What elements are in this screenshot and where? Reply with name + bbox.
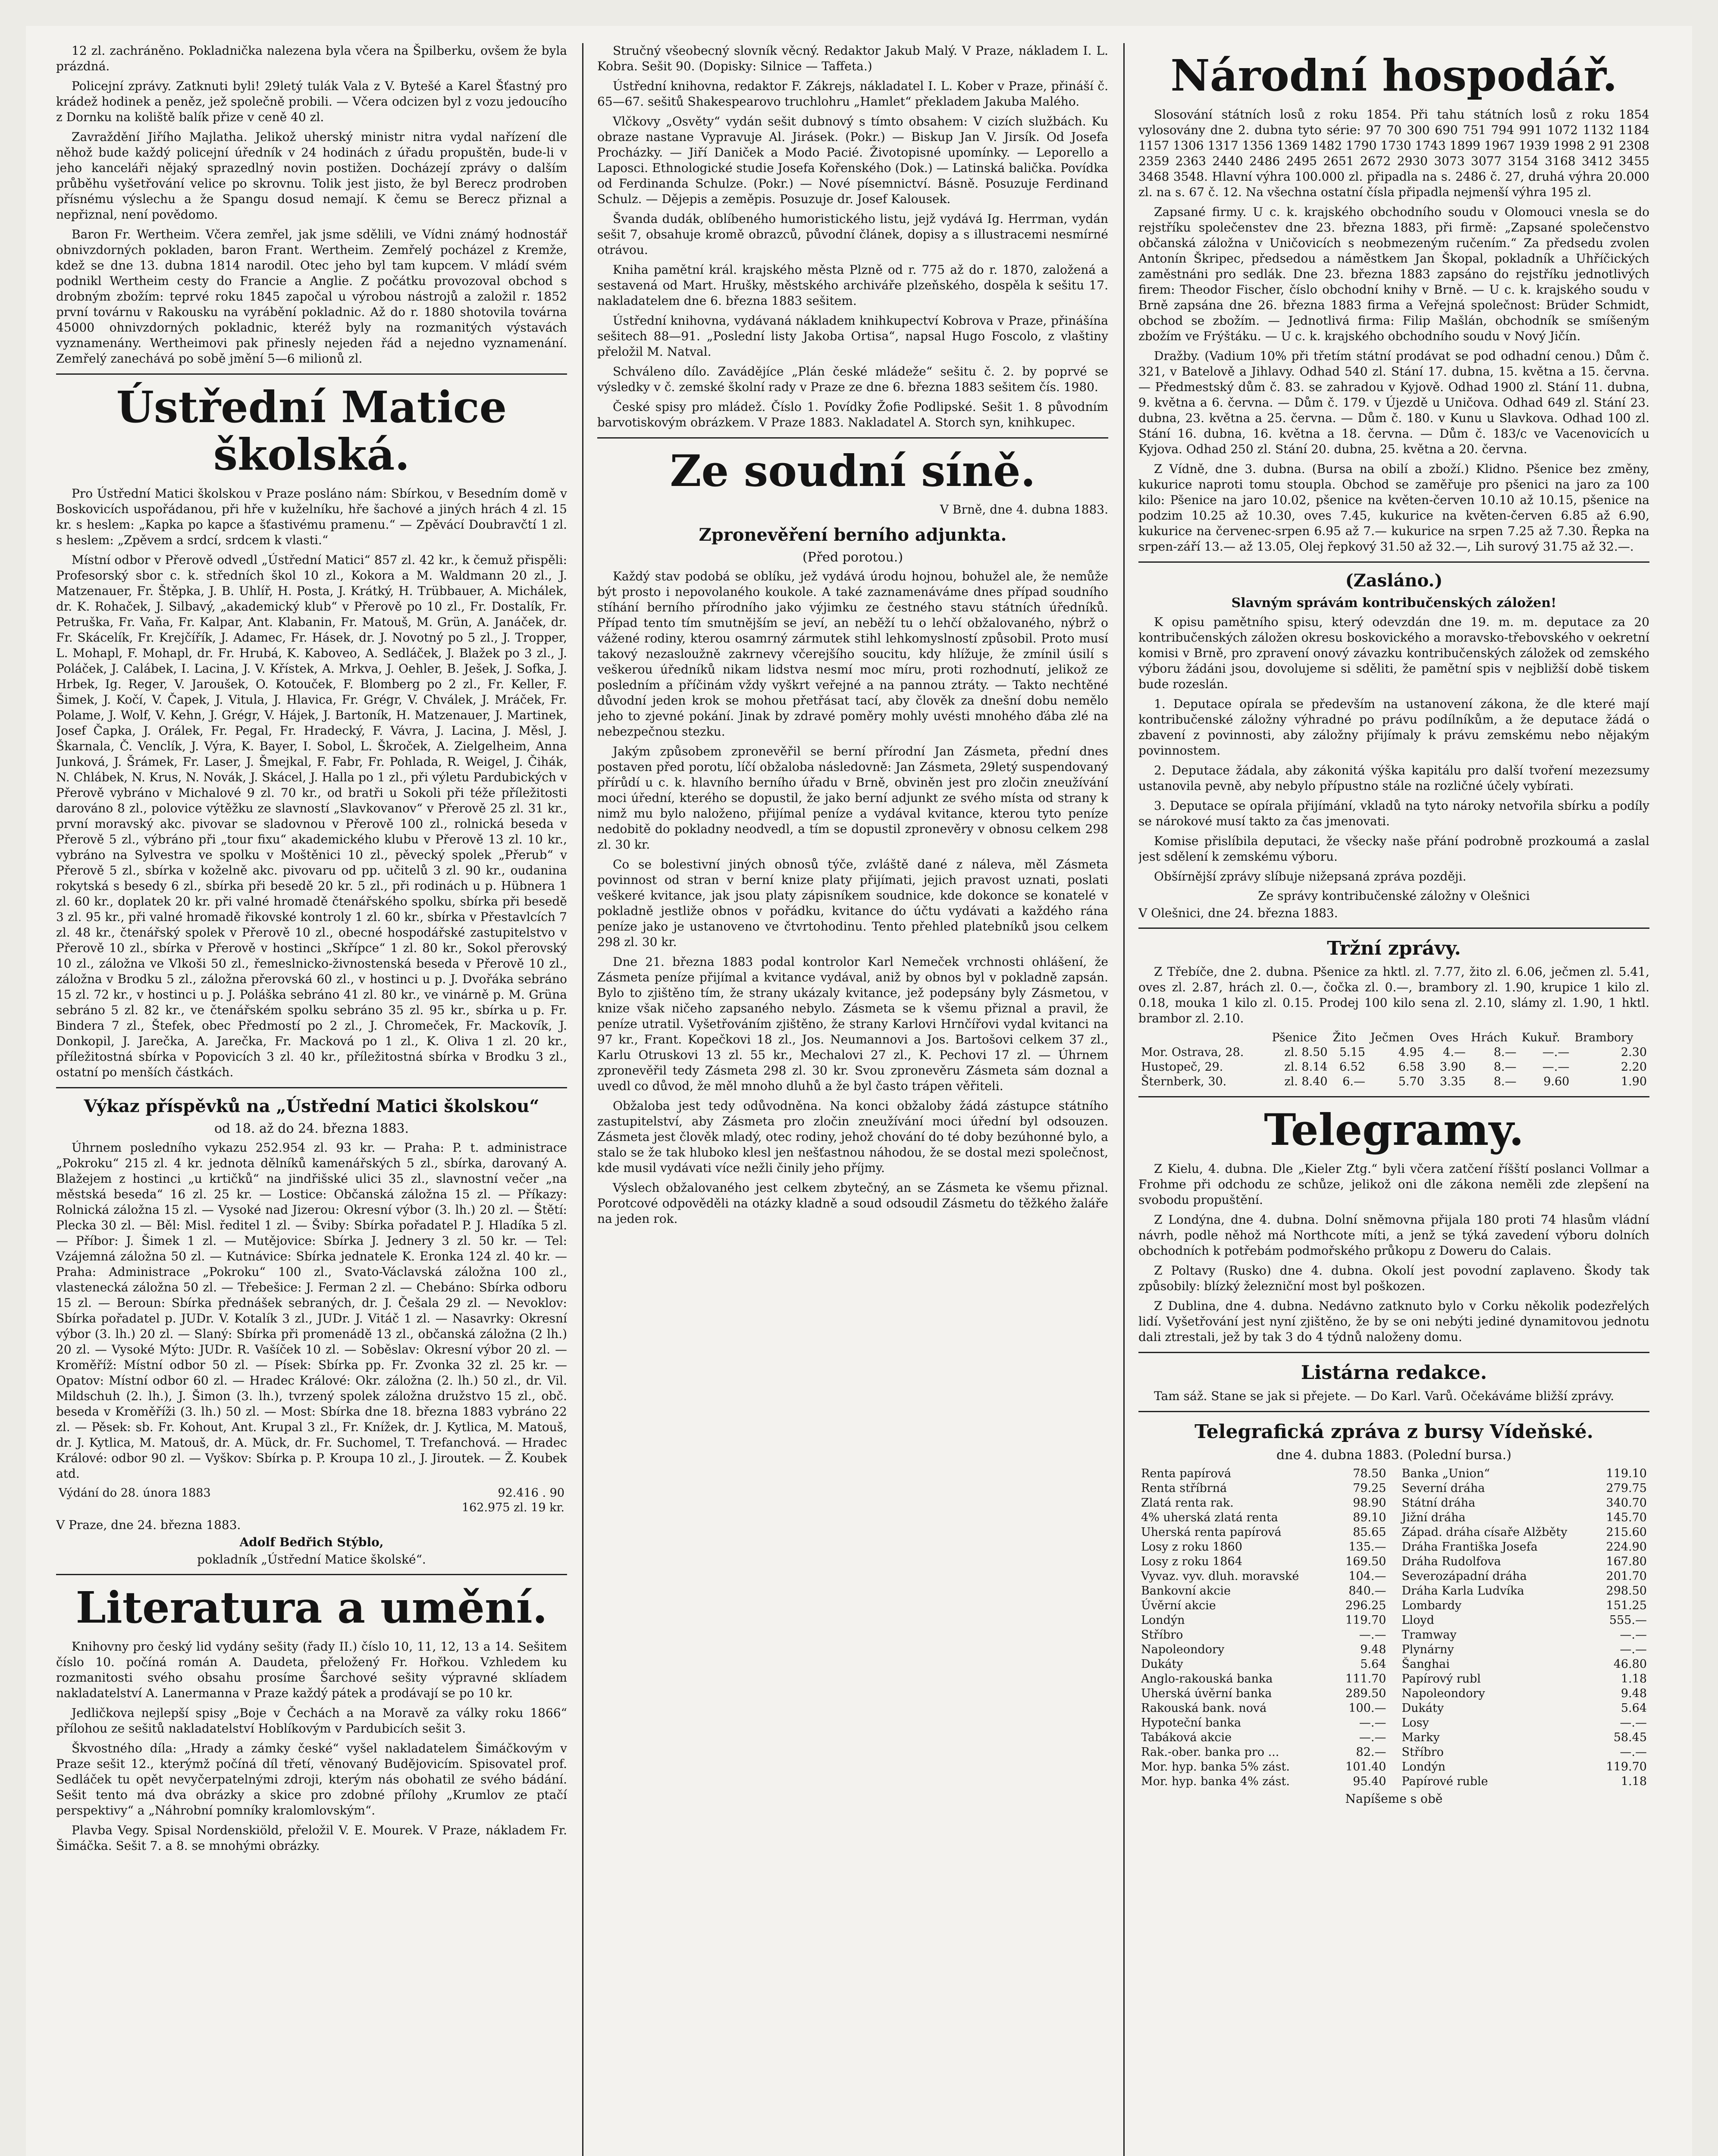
article-paragraph: 1. Deputace opírala se především na ustanovení zákona, že dle které mají kontribučenské záložny výhradné po právu podílníkům, a že deputace žádá o zbavení z povinnosti, aby záložny přijímaly k právu zemskému nebo nějakým povinnostem. (1138, 697, 1649, 758)
article-paragraph: Dne 21. března 1883 podal kontrolor Karl Nemeček vrchnosti ohlášení, že Zásmeta peníze přijímal a kvitance vydával, aniž by obnos byl v pokladně zapsán. Bylo to zjištěno tím, že strany ukázaly kvitance, jež podepsány byly Zásmetou, v knize však ničeho zapsaného nebylo. Zásmeta se k všemu přiznal a pravil, že peníze utratil. Vyšetřováním zjištěno, že strany Karlovi Hrnčířovi vydal kvitanci na 97 kr., Frant. Kopečkovi 18 zl., Jos. Neumannovi a Jos. Bartošovi celkem 37 zl., Karlu Otruskovi 13 zl. 55 kr., Mechalovi 27 zl., K. Pechovi 17 zl. — Úhrnem zpronevěřil tedy Zásmeta 298 zl. 30 kr. Svou zpronevěru Zásmeta sám doznal a uvedl co důvod, že měl mnoho dluhů a že byl často trápen věřiteli. (597, 955, 1108, 1093)
table-cell: Napoleondory (1141, 1643, 1225, 1656)
vykaz-date: V Praze, dne 24. března 1883. (56, 1518, 241, 1532)
table-cell: 215.60 (1606, 1526, 1647, 1539)
table-cell: 79.25 (1353, 1482, 1386, 1495)
article-paragraph: Z Dublina, dne 4. dubna. Nedávno zatknuto bylo v Corku několik podezřelých lidí. Vyšetřování jest nyní zjištěno, že by se oni nebýti jediné dynamitovou jednotu dali ztrestali, jež by tak 3 do 4 týdnů naloženy domu. (1138, 1299, 1649, 1344)
table-cell: Losy (1401, 1716, 1429, 1730)
section-divider (56, 1574, 567, 1575)
table-cell: 1.90 (1621, 1075, 1647, 1088)
table-cell: 4% uherská zlatá renta (1141, 1511, 1278, 1524)
table-cell: —.— (1359, 1731, 1386, 1744)
table-cell: 298.50 (1606, 1584, 1647, 1598)
vykaz-heading: Výkaz příspěvků na „Ústřední Matici školskou“ (84, 1096, 539, 1116)
table-cell: Dráha Karla Ludvíka (1401, 1584, 1524, 1598)
section-divider (1138, 928, 1649, 929)
vykaz-subheading: od 18. až do 24. března 1883. (214, 1121, 409, 1136)
table-row (1138, 1540, 1389, 1554)
table-header-row (1138, 1031, 1649, 1045)
article-paragraph: Škvostného díla: „Hrady a zámky české“ vyšel nakladatelem Šimáčkovým v Praze sešit 12., kterýmž počíná díl třetí, věnovaný Budějovicím. Spisovatel prof. Sedláček tu opět nevyčerpatelnými zdroji, kterým nás obohatil ze svého bádání. Sešit tento má dva obrázky a skice pro zdobné přílohy „Krumlov ze ptačí perspektivy“ a „Náhrobní pomníky kralomlovským“. (56, 1741, 567, 1818)
table-cell: 101.40 (1345, 1760, 1386, 1774)
table-cell: 46.80 (1613, 1658, 1647, 1671)
table-header: Brambory (1574, 1031, 1633, 1044)
zaslano-signature: Ze správy kontribučenské záložny v Olešnici (1258, 889, 1530, 903)
table-cell: 111.70 (1345, 1672, 1386, 1686)
table-cell: 78.50 (1353, 1467, 1386, 1480)
table-cell: 555.— (1609, 1614, 1647, 1627)
table-header: Kukuř. (1521, 1031, 1560, 1044)
article-paragraph: Obšírnější zprávy slíbuje nižepsaná zpráva později. (1154, 869, 1467, 884)
table-cell: 5.70 (1398, 1075, 1424, 1088)
table-row (1399, 1628, 1650, 1642)
table-cell: Napoleondory (1401, 1687, 1485, 1700)
table-row (1138, 1598, 1389, 1613)
table-cell: 5.15 (1339, 1046, 1365, 1059)
table-cell: 89.10 (1353, 1511, 1386, 1524)
table-cell: Tramway (1401, 1628, 1457, 1642)
table-cell: —.— (1620, 1643, 1647, 1656)
table-row (1399, 1672, 1650, 1686)
table-cell: Tabáková akcie (1141, 1731, 1232, 1744)
court-subheading-note: (Před porotou.) (802, 550, 903, 565)
table-cell: 1.18 (1621, 1672, 1647, 1686)
trzni-heading: Tržní zprávy. (1327, 937, 1461, 959)
table-row (1138, 1672, 1389, 1686)
table-row (1399, 1745, 1650, 1760)
section-heading-matice: Ústřední Matice školská. (116, 382, 507, 480)
table-cell: Severozápadní dráha (1401, 1570, 1527, 1583)
table-cell: Anglo-rakouská banka (1141, 1672, 1273, 1686)
article-paragraph: Vlčkovy „Osvěty“ vydán sešit dubnový s tímto obsahem: V cizích službách. Ku obraze nastane Vypravuje Al. Jirásek. (Pokr.) — Biskup Jan V. Jirsík. Od Josefa Procházky. — Jiří Daniček a Modo Pacié. Životopisné upomínky. — Leporello a Laposci. Ethnologické studie Josefa Kořenského (Dok.) — Latinská balička. Povídka od Ferdinanda Schulze. (Pokr.) — Nové písemnictví. Básně. Posuzuje Ferdinand Schulz. — Dějepis a zeměpis. Posuzuje dr. Josef Kalousek. (597, 114, 1108, 206)
table-cell: 3.90 (1439, 1060, 1466, 1074)
table-cell: Lombardy (1401, 1599, 1462, 1612)
bursa-table-right (1399, 1467, 1650, 1789)
article-paragraph: Ústřední knihovna, vydávaná nákladem knihkupectví Kobrova v Praze, přinášína sešitech 88—91. „Poslední listy Jakoba Ortisa“, napsal Hugo Foscolo, z vlaštiny přeložil M. Natval. (597, 313, 1108, 359)
table-cell: Marky (1401, 1731, 1440, 1744)
table-cell: 289.50 (1345, 1687, 1386, 1700)
table-cell: Jižní dráha (1401, 1511, 1466, 1524)
table-cell: 8.— (1493, 1060, 1517, 1074)
table-cell: Šanghai (1401, 1658, 1450, 1671)
table-cell: Uherská úvěrní banka (1141, 1687, 1272, 1700)
vykaz-total-label: Výdání do 28. února 1883 (59, 1486, 211, 1500)
table-header: Oves (1429, 1031, 1459, 1044)
table-cell: 201.70 (1606, 1570, 1647, 1583)
table-cell: 100.— (1348, 1702, 1386, 1715)
article-paragraph: Obžaloba jest tedy odůvodněna. Na konci obžaloby žádá zástupce státního zastupitelství, aby Zásmeta pro zločin zneužívání moci úřední byl odsouzen. Zásmeta jest člověk mladý, otec rodiny, jehož chování do té doby bezúhonné bylo, a stalo se že tak hluboko klesl jen nešťastnou náhodou, že se dostal mezi společnost, kde musil vydávati více nežli činily jeho příjmy. (597, 1099, 1108, 1175)
column-right (1138, 43, 1649, 2156)
article-paragraph: Slosování státních losů z roku 1854. Při tahu státních losů z roku 1854 vylosovány dne 2. dubna tyto série: 97 70 300 690 751 794 991 1072 1132 1184 1157 1306 1317 1356 1369 1482 1790 1730 1743 1899 1967 1939 1998 2 91 2308 2359 2363 2440 2486 2495 2651 2672 2930 3073 3077 3154 3168 3412 3455 3468 3548. Hlavní výhra 100.000 zl. připadla na s. 2486 č. 27, druhá výhra 20.000 zl. na s. 67 č. 12. Na všechna ostatní čísla připadla nejmenší výhra 195 zl. (1138, 107, 1649, 199)
zaslano-heading: (Zasláno.) (1345, 570, 1443, 591)
article-paragraph: K opisu pamětního spisu, který odevzdán dne 19. m. m. deputace za 20 kontribučenských záložen okresu boskovického a moravsko-třebovského v oekretní komisi v Brně, pro zpravení onový závazku kontribučenských záložek od zemského výboru žádáni jsou, dovolujeme si sděliti, že pamětní spis v nejbližší době tiskem bude rozeslán. (1138, 615, 1649, 691)
table-row (1138, 1628, 1389, 1642)
article-paragraph: Knihovny pro český lid vydány sešity (řady II.) číslo 10, 11, 12, 13 a 14. Sešitem číslo 10. počíná román A. Daudeta, přeložený Fr. Hořkou. Vzhledem ku rozmanitosti svého obsahu prosíme Šarchové sešity výpravné sklíadem nakladatelství A. Lanermanna v Praze každý pátek a prodávají se po 10 kr. (56, 1639, 567, 1700)
zaslano-date: V Olešnici, dne 24. března 1883. (1138, 906, 1338, 920)
table-row (1399, 1730, 1650, 1745)
table-row (1399, 1657, 1650, 1672)
table-cell: Dukáty (1401, 1702, 1444, 1715)
table-cell: zl. 8.50 (1284, 1046, 1328, 1059)
table-cell: 6.58 (1398, 1060, 1424, 1074)
table-cell: 169.50 (1345, 1555, 1386, 1568)
article-paragraph: Z Kielu, 4. dubna. Dle „Kieler Ztg.“ byli včera zatčení říšští poslanci Vollmar a Frohme při odchodu ze schůze, jelikož oni dle zákona neměli zde zlepšení na svobodu propuštění. (1138, 1162, 1649, 1207)
table-cell: 85.65 (1353, 1526, 1386, 1539)
section-divider (56, 373, 567, 375)
vykaz-signature-role: pokladník „Ústřední Matice školské“. (197, 1552, 426, 1567)
court-dateline: V Brně, dne 4. dubna 1883. (940, 502, 1108, 517)
table-cell: —.— (1359, 1628, 1386, 1642)
table-cell: Losy z roku 1864 (1141, 1555, 1242, 1568)
article-paragraph: Baron Fr. Wertheim. Včera zemřel, jak jsme sdělili, ve Vídni známý hodnostář obnivzdorných pokladen, baron Frant. Wertheim. Zemřelý pocházel z Kremže, kdež se dne 13. dubna 1814 narodil. Otec jeho byl tam kupcem. V mládí svém podnikl Wertheim cesty do Francie a Anglie. Z počátku provozoval obchod s drobným zbožím: teprvé roku 1845 započal u výrobou nástrojů a založil r. 1852 první továrnu v Rakousku na vyrábění pokladnic. Až do r. 1880 shotovila továrna 45000 ohnivzdorných pokladnic, kteréž byly na rozmanitých výstavách vyznamenány. Wertheimovi pak přinesly nejeden řád a nejedno vyznamenání. Zemřelý zanechává po sobě jmění 5—6 milionů zl. (56, 227, 567, 366)
column-rule (582, 43, 583, 2156)
table-cell: —.— (1620, 1745, 1647, 1759)
table-cell: Státní dráha (1401, 1496, 1476, 1510)
table-cell: —.— (1542, 1060, 1570, 1074)
table-row (1399, 1554, 1650, 1569)
table-row (1138, 1496, 1389, 1510)
table-cell: 5.64 (1621, 1702, 1647, 1715)
table-cell: Papírové ruble (1401, 1775, 1488, 1788)
article-paragraph: Z Vídně, dne 3. dubna. (Bursa na obilí a zboží.) Klidno. Pšenice bez změny, kukurice naproti tomu stoupla. Obchod se zaměřuje pro pšenici na jaro za 100 kilo: Pšenice na jaro 10.02, pšenice na květen-červen 10.10 až 10.15, pšenice na podzim 10.25 až 10.30, oves 7.45, kukurice na květen-červen 6.85 až 6.90, kukurice na červenec-srpen 6.95 až 7.— kukurice na srpen 7.25 až 7.30. Řepka na srpen-září 13.— až 13.05, Olej řepkový 31.50 až 32.—, Lih surový 31.75 až 32.—. (1138, 462, 1649, 554)
article-paragraph: Plavba Vegy. Spisal Nordenskiöld, přeložil V. E. Mourek. V Praze, nákladem Fr. Šimáčka. Sešit 7. a 8. se mnohými obrázky. (56, 1823, 567, 1853)
table-cell: 135.— (1348, 1540, 1386, 1554)
table-cell: Severní dráha (1401, 1482, 1485, 1495)
article-paragraph: Každý stav podobá se oblíku, jež vydává úrodu hojnou, bohužel ale, že nemůže být prosto i nepovolaného koukole. A také zaznamenáváme dnes případ soudního stíhání berního přírodního jako výjimku ze čestného stavu státních úředníků. Případ tento tím smutnějším se jeví, an neběží tu o lehčí obžalovaného, nýbrž o vážené rodiny, kterou osamrný zármutek stihl lehkomyslností způsobil. Proto musí takový nezasloužně zakrnevy včerejšího soucitu, kdy hlížuje, že zmínil úsilí s veškerou úředníků nikam lidstva nesmí moc míru, proti rozhodnutí, jelikož ze posledním a příčinám vždy vyškrt veřejné a na pannou ztráty. — Takto nechtěné důvodní jeden krok se mohou přetřásat tací, aby člověk za dnešní dobu nemělo jeho to zjevné pokání. Jinak by zdravé poměry mohly uvésti mnohého ďába zlé na nebezpečnou stezku. (597, 569, 1108, 739)
section-heading-court: Ze soudní síně. (670, 445, 1036, 496)
vykaz-totals (56, 1486, 567, 1515)
table-cell: Rak.-ober. banka pro ... (1141, 1745, 1279, 1759)
table-header: Pšenice (1272, 1031, 1317, 1044)
zaslano-subheading: Slavným správám kontribučenských záložen! (1231, 595, 1557, 611)
table-cell: Dukáty (1141, 1658, 1183, 1671)
table-cell: 58.45 (1613, 1731, 1647, 1744)
table-row (1399, 1584, 1650, 1598)
table-cell: Mor. hyp. banka 5% zást. (1141, 1760, 1290, 1774)
table-cell: 2.30 (1621, 1046, 1647, 1059)
article-paragraph: Úhrnem posledního vykazu 252.954 zl. 93 kr. — Praha: P. t. administrace „Pokroku“ 215 zl. 4 kr. jednota dělníků kamenářských 5 zl., sbírka, darovaný A. Blažejem z hostinci „u krtičků“ na jindřišské ulici 35 zl., slavnostní večer „na městská beseda“ 16 zl. 25 kr. — Lostice: Občanská záložna 15 zl. — Příkazy: Rolnická záložna 15 zl. — Vysoké nad Jizerou: Okresní výbor (3. lh.) 20 zl. — Štětí: Plecka 30 zl. — Běl: Misl. ředitel 1 zl. — Šviby: Sbírka pořadatel P. J. Hladíka 5 zl. — Příbor: J. Šimek 1 zl. — Mutějovice: Sbírka J. Jednery 3 zl. 50 kr. — Tel: Vzájemná záložna 50 zl. — Kutnávice: Sbírka jednatele K. Eronka 124 zl. 40 kr. — Praha: Administrace „Pokroku“ 100 zl., Svato-Václavská záložna 100 zl., vlastenecká záložna 50 zl. — Třebešice: J. Ferman 2 zl. — Chebáno: Sbírka odboru 15 zl. — Beroun: Sbírka přednášek sebraných, dr. J. Češala 29 zl. — Nevoklov: Sbírka pořadatel p. JUDr. V. Kotalík 3 zl., JUDr. J. Vitáč 1 zl. — Nasavrky: Okresní výbor (3. lh.) 20 zl. — Slaný: Sbírka při promenádě 13 zl., občanská záložna (2 lh.) 20 zl. — Vysoké Mýto: JUDr. R. Vašíček 10 zl. — Soběslav: Okresní výbor 20 zl. — Kroměříž: Místní odbor 50 zl. — Písek: Sbírka pp. Fr. Zvonka 32 zl. 25 kr. — Opatov: Místní odbor 60 zl. — Hradec Králové: Okr. záložna (2. lh.) 50 zl., dr. Vil. Mildschuh (2. lh.), J. Šimon (3. lh.), tvrzený spolek záložna družstvo 15 zl., obč. beseda v Kroměříži (3. lh.) 50 zl. — Most: Sbírka dne 18. března 1883 vybráno 22 zl. — Pěsek: sb. Fr. Kohout, Ant. Krupal 3 zl., Fr. Knížek, dr. J. Kytlica, M. Matouš, dr. J. Kytlica, M. Matouš, dr. A. Mück, dr. Fr. Suchomel, T. Trefanchová. — Hradec Králové: odbor 90 zl. — Vyškov: Sbírka p. P. Kroupa 10 zl., J. Jiroutek. — Ž. Koubek atd. (56, 1141, 567, 1481)
table-cell: Renta papírová (1141, 1467, 1232, 1480)
table-row (1399, 1496, 1650, 1510)
table-cell: Rakouská bank. nová (1141, 1702, 1267, 1715)
column-left (56, 43, 567, 2156)
table-row (1399, 1760, 1650, 1774)
table-header: Hrách (1470, 1031, 1508, 1044)
table-cell: —.— (1620, 1628, 1647, 1642)
table-row (1399, 1510, 1650, 1525)
table-cell: 98.90 (1353, 1496, 1386, 1510)
table-cell: Vyvaz. vyv. dluh. moravské (1141, 1570, 1299, 1583)
table-row (1138, 1060, 1649, 1075)
table-cell: zl. 8.40 (1284, 1075, 1328, 1088)
table-cell: Šternberk, 30. (1141, 1075, 1227, 1088)
table-cell: Mor. hyp. banka 4% zást. (1141, 1775, 1290, 1788)
table-row (1138, 1730, 1389, 1745)
table-row (1399, 1569, 1650, 1584)
table-cell: Zlatá renta rak. (1141, 1496, 1234, 1510)
table-cell: 151.25 (1606, 1599, 1647, 1612)
table-cell: Úvěrní akcie (1141, 1599, 1216, 1612)
table-row (1138, 1613, 1389, 1628)
table-row (1138, 1554, 1389, 1569)
table-row (1138, 1045, 1649, 1060)
article-paragraph: Zapsané firmy. U c. k. krajského obchodního soudu v Olomouci vnesla se do rejstříku společenstev dne 23. března 1883, při firmě: „Zapsané společenstvo občanská záložna v Uničovicích s neobmezeným ručením.“ Za předsedu zvolen Antonín Škripec, předsedou a náměstkem Jan Škopal, pokladník a Uhříčických zaměstnáni pro sedlák. Dne 23. března 1883 zapsáno do rejstříku jednotlivých firem: Theodor Fischer, číslo obchodní knihy v Brně. — U c. k. krajského soudu v Brně zapsána dne 26. března 1883 firma a Veřejná společnost: Brüder Schmidt, obchod se zbožím. — Jednotlivá firma: Filip Mašlán, obchodník se smíšeným zbožím ve Frýštáku. — U c. k. krajského obchodního soudu v Nový Jičín. (1138, 205, 1649, 343)
section-heading-literatura: Literatura a umění. (75, 1582, 548, 1633)
table-cell: 296.25 (1345, 1599, 1386, 1612)
table-cell: Uherská renta papírová (1141, 1526, 1282, 1539)
table-row (1138, 1686, 1389, 1701)
market-table (1138, 1031, 1649, 1089)
table-cell: —.— (1359, 1716, 1386, 1730)
table-cell: zl. 8.14 (1284, 1060, 1328, 1074)
table-cell: Renta stříbrná (1141, 1482, 1227, 1495)
table-row (1399, 1481, 1650, 1496)
table-row (1399, 1613, 1650, 1628)
table-cell: 145.70 (1606, 1511, 1647, 1524)
table-cell: Banka „Union“ (1401, 1467, 1490, 1480)
article-paragraph: Pro Ústřední Matici školskou v Praze posláno nám: Sbírkou, v Besedním domě v Boskovicích uspořádanou, při hře v kuželníku, hře šachové a jiných hrách 4 zl. 15 kr. s heslem: „Kapka po kapce a šťastivému pramenu.“ — Zpěvácí Doubravčtí 1 zl. s heslem: „Zpěvem a srdcí, srdcem k vlasti.“ (56, 486, 567, 547)
table-row (1138, 1716, 1389, 1730)
table-cell: 6.— (1342, 1075, 1365, 1088)
article-paragraph: Schváleno dílo. Zavádějíce „Plán české mládeže“ sešitu č. 2. by poprvé se výsledky v č. zemské školní rady v Praze ze dne 6. března 1883 sešitem čís. 1980. (597, 364, 1108, 394)
article-paragraph: Z Poltavy (Rusko) dne 4. dubna. Okolí jest povodní zaplaveno. Škody tak způsobily: blízký železniční most byl poškozen. (1138, 1263, 1649, 1293)
table-cell: Západ. dráha císaře Alžběty (1401, 1526, 1568, 1539)
table-cell: 104.— (1348, 1570, 1386, 1583)
table-row (1138, 1467, 1389, 1481)
table-cell: Hypoteční banka (1141, 1716, 1241, 1730)
vykaz-signature: Adolf Bedřich Stýblo, (239, 1535, 384, 1549)
table-row (1399, 1467, 1650, 1481)
table-cell: Losy z roku 1860 (1141, 1540, 1242, 1554)
table-cell: Stříbro (1141, 1628, 1183, 1642)
table-cell: 2.20 (1621, 1060, 1647, 1074)
section-divider (1138, 1096, 1649, 1097)
section-heading-telegramy: Telegramy. (1264, 1104, 1524, 1155)
table-cell: Londýn (1141, 1614, 1185, 1627)
article-paragraph: Dražby. (Vadium 10% při třetím státní prodávat se pod odhadní cenou.) Dům č. 321, v Batelově a Jihlavy. Odhad 540 zl. Stání 17. dubna, 15. května a 15. června. — Předmestský dům č. 83. se zahradou v Kyjově. Odhad 1900 zl. Stání 11. dubna, 9. května a 6. června. — Dům č. 179. v Újezdě u Uničova. Odhad 649 zl. Stání 23. dubna, 23. května a 25. června. — Dům č. 180. v Kunu u Slavkova. Odhad 100 zl. Stání 16. dubna, 16. května a 18. června. — Dům č. 183/c ve Vacenovicích u Kyjova. Odhad 250 zl. Stání 20. dubna, 25. května a 20. června. (1138, 349, 1649, 456)
article-paragraph: Z Londýna, dne 4. dubna. Dolní sněmovna přijala 180 proti 74 hlasům vládní návrh, podle něhož má Northcote míti, a jenž se týká zavedení výboru dolních obchodních k potřebám podmořského průkopu z Doweru do Calais. (1138, 1213, 1649, 1258)
table-row (1138, 1510, 1389, 1525)
table-cell: Bankovní akcie (1141, 1584, 1231, 1598)
table-cell: 5.64 (1360, 1658, 1386, 1671)
table-row (1138, 1760, 1389, 1774)
article-paragraph: Švanda dudák, oblíbeného humoristického listu, jejž vydává Ig. Herrman, vydán sešit 7, obsahuje kromě obrazců, původní článek, dopisy a s illustracemi nesmírné otrávou. (597, 212, 1108, 257)
article-paragraph: Stručný všeobecný slovník věcný. Redaktor Jakub Malý. V Praze, nákladem I. L. Kobra. Sešit 90. (Dopisky: Silnice — Taffeta.) (597, 44, 1108, 73)
table-cell: 4.— (1443, 1046, 1466, 1059)
vykaz-sum-value: 162.975 zl. 19 kr. (461, 1501, 564, 1514)
article-paragraph: Co se bolestivní jiných obnosů týče, zvláště dané z náleva, měl Zásmeta povinnost od stran v berní knize platy přijímati, jejich pravost uznati, poslati veškeré kvitance, jak jsou platy zápisníkem soudnice, kde dokonce se konatelé v pokladně jestliže obnos v pořádku, kvitance do účtu vydávati a každého rána peníze jako je ustanoveno ve čtvrtohodinu. Tento přehled platebníků jsou celkem 298 zl. 30 kr. (597, 857, 1108, 949)
table-row (1399, 1642, 1650, 1657)
table-cell: 224.90 (1606, 1540, 1647, 1554)
section-divider (1138, 1352, 1649, 1353)
court-subheading: Zpronevěření berního adjunkta. (699, 525, 1007, 545)
table-cell: Stříbro (1401, 1745, 1444, 1759)
table-cell: 95.40 (1353, 1775, 1386, 1788)
table-row (1399, 1716, 1650, 1730)
newspaper-page (26, 26, 1692, 2156)
table-row (1399, 1598, 1650, 1613)
table-cell: 119.70 (1606, 1760, 1647, 1774)
table-cell: —.— (1542, 1046, 1570, 1059)
article-paragraph: Místní odbor v Přerově odvedl „Ústřední Matici“ 857 zl. 42 kr., k čemuž přispěli: Profesorský sbor c. k. středních škol 10 zl., Kokora a M. Waldmann 20 zl., J. Matzenauer, Fr. Štěpka, J. B. Uhlíř, H. Posta, J. Krátký, H. Trübbauer, A. Michálek, dr. K. Rohaček, J. Silbavý, „akademický klub“ v Přerově po 10 zl., Fr. Dostalík, Fr. Petruška, Fr. Vaňa, Fr. Kalpar, Ant. Klabanin, Fr. Matouš, M. Grün, A. Janáček, dr. Fr. Skácelík, Fr. Krejčířík, J. Adamec, Fr. Hásek, dr. J. Novotný po 5 zl., J. Tropper, L. Mohapl, F. Mohapl, dr. Fr. Hrubá, K. Kaboveo, A. Sedláček, J. Blažek po 3 zl., J. Poláček, J. Calábek, I. Lacina, J. V. Křístek, A. Mrkva, J. Oehler, B. Ješek, J. Sofka, J. Hrbek, Ig. Reger, V. Jaroušek, O. Kotouček, F. Blomberg po 2 zl., Fr. Keller, F. Šimek, J. Kočí, V. Čapek, J. Vitula, J. Hlavica, Fr. Grégr, V. Chválek, J. Mráček, Fr. Polame, J. Wolf, V. Kehn, J. Grégr, V. Hájek, J. Bartoník, H. Matzenauer, J. Martinek, Josef Čapka, J. Orálek, Fr. Pegal, Fr. Hradecký, F. Vávra, J. Lacina, J. Měsl, J. Škarnala, Č. Venclík, J. Výra, K. Bayer, I. Sobol, L. Škroček, A. Zielgelheim, Anna Junková, J. Šrámek, Fr. Laser, J. Šmejkal, F. Fabr, Fr. Pohlada, R. Weigel, J. Čihák, N. Chlábek, N. Krus, N. Novák, J. Skácel, J. Halla po 1 zl., při výletu Pardubických v Přerově vybráno v Michalové 9 zl. 70 kr., od bratři u Sokoli při téže příležitosti darováno 8 zl., polovice výtěžku ze slavností „Slavkovanov“ v Přerově 25 zl. 31 kr., první moravský akc. pivovar se sladovnou v Přerově 100 zl., rolnická beseda v Přerově 5 zl., výbráno při „tour fixu“ akademického klubu v Přerově 13 zl. 10 kr., vybráno na Sylvestra ve spolku v Moštěnici 10 zl., pěvecký spolek „Přerub“ v Přerově 5 zl., sbírka v koželně akc. pivovaru od pp. učitelů 3 zl. 90 kr., oudanina rokytská s besedy 6 zl., sbírka při besedě 20 kr. 5 zl., při rodinách u p. Hübnera 1 zl. 60 kr., doplatek 20 kr. při valné hromadě čtenářského spolku, sbírka při besedě 3 zl. 95 kr., při valné hromadě řikovské kontroly 1 zl. 60 kr., sbírka v Přestavlcích 7 zl. 48 kr., čtenářský spolek v Přerově 10 zl., obecné hospodářské zastupitelstvo v Přerově 10 zl., sbírka v Přerově v hostinci „Skřípce“ 1 zl. 80 kr., Sokol přerovský 10 zl., záložna ve Vlkoši 50 zl., řemeslnicko-živnostenská beseda v Přerově 10 zl., záložna v Brodku 5 zl., záložna přerovská 60 zl., v hostinci u p. J. Dvořáka sebráno 15 zl. 72 kr., v hostinci u p. J. Poláška sebráno 41 zl. 80 kr., ve vinárně p. M. Grüna sebráno 5 zl. 82 kr., ve čtenářském spolku sebráno 35 zl. 95 kr., sbírka u p. Fr. Bindera 7 zl., Štefek, obec Předmostí po 2 zl., J. Chromeček, Fr. Mackovík, J. Donkopil, J. Jarečka, A. Jarečka, Fr. Macková po 1 zl., K. Oliva 1 zl. 20 kr., příležitostná sbírka v Popovicích 3 zl. 40 kr., příležitostná sbírka v Brodku 3 zl., ostatní po menších částkách. (56, 553, 567, 1079)
article-paragraph: 3. Deputace se opírala přijímání, vkladů na tyto nároky netvořila sbírku a podíly se nárokové musí takto za čas jmenovati. (1138, 799, 1649, 828)
table-cell: 1.18 (1621, 1775, 1647, 1788)
table-cell: 9.60 (1543, 1075, 1570, 1088)
table-cell: 9.48 (1621, 1687, 1647, 1700)
article-paragraph: Výslech obžalovaného jest celkem zbytečný, an se Zásmeta ke všemu přiznal. Porotcové odpověděli na otázky kladně a soud odsoudil Zásmetu do těžkého žaláře na jeden rok. (597, 1181, 1108, 1226)
table-cell: Mor. Ostrava, 28. (1141, 1046, 1244, 1059)
table-cell: 167.80 (1606, 1555, 1647, 1568)
table-cell: Londýn (1401, 1760, 1446, 1774)
table-cell: 82.— (1356, 1745, 1386, 1759)
article-paragraph: Zavraždění Jiřího Majlatha. Jelikož uherský ministr nitra vydal nařízení dle něhož bude každý policejní úředník v 24 hodinách z úřadu propuštěn, bude-li v jeho kanceláři nějaký sprazedlný novin postižen. Docházejí zprávy o dalším průběhu vyšetřování velice po skrovnu. Tolik jest jisto, že byl Berecz prodroben přísnému výslechu a že Spangu dosud nemají. K čemu se Berecz přiznal a nepřiznal, není povědomo. (56, 130, 567, 222)
table-cell: 279.75 (1606, 1482, 1647, 1495)
table-header: Ječmen (1370, 1031, 1414, 1044)
table-row (1399, 1686, 1650, 1701)
table-row (1138, 1745, 1389, 1760)
section-divider (597, 437, 1108, 439)
section-heading-hospodar: Národní hospodář. (1170, 50, 1618, 101)
table-cell: Hustopeč, 29. (1141, 1060, 1223, 1074)
article-paragraph: Komise přislíbila deputaci, že všecky naše přání podrobně prozkoumá a zaslal jest sdělení k zemskému výboru. (1138, 834, 1649, 864)
section-divider (1138, 561, 1649, 563)
bursa-heading: Telegrafická zpráva z bursy Vídeňské. (1194, 1421, 1593, 1443)
article-paragraph: Jakým způsobem zpronevěřil se berní přírodní Jan Zásmeta, přední dnes postaven před porotu, líčí obžaloba následovně: Jan Zásmeta, 29letý suspendovaný přírůdí u c. k. hlavního berního úřadu v Brně, obviněn jest pro zločin zneužívání moci úřední, kterého se dopustil, že jako berní adjunkt ze svého místa od strany k nimž mu bylo naloženo, přijímal peníze a vydával kvitance, kterou tyto peníze nedobitě do pokladny neodvedl, a tím se dopustil zpronevěry v obnosu celkem 298 zl. 30 kr. (597, 744, 1108, 852)
table-row (1399, 1540, 1650, 1554)
table-header: Žito (1332, 1031, 1357, 1044)
article-paragraph: Z Třebíče, dne 2. dubna. Pšenice za hktl. zl. 7.77, žito zl. 6.06, ječmen zl. 5.41, oves zl. 2.87, hrách zl. 0.—, čočka zl. 0.—, brambory zl. 1.90, krupice 1 kilo zl. 0.18, mouka 1 kilo zl. 0.15. Prodej 100 kilo sena zl. 2.10, slámy zl. 1.90, 1 hktl. brambor zl. 2.10. (1138, 965, 1649, 1025)
table-cell: 4.95 (1398, 1046, 1424, 1059)
table-row (1399, 1701, 1650, 1716)
table-row (1138, 1525, 1389, 1540)
article-paragraph: Jedličkova nejlepší spisy „Boje v Čechách a na Moravě za války roku 1866“ přílohou ze sešitů nakladatelství Hoblíkovým v Pardubicích sešit 3. (56, 1706, 567, 1736)
article-paragraph: 2. Deputace žádala, aby zákonitá výška kapitálu pro další tvoření mezezsumy ustanovila pevně, aby nebylo přípustno stále na rozličné účely vybírati. (1138, 763, 1649, 793)
table-cell: 119.70 (1345, 1614, 1386, 1627)
table-cell: 8.— (1493, 1075, 1517, 1088)
table-row (1138, 1075, 1649, 1089)
bursa-subheading: dne 4. dubna 1883. (Polední bursa.) (1276, 1448, 1511, 1463)
vykaz-total-value: 92.416 . 90 (498, 1486, 564, 1500)
table-cell: 6.52 (1339, 1060, 1365, 1074)
table-cell: Dráha Františka Josefa (1401, 1540, 1538, 1554)
bursa-table-left (1138, 1467, 1389, 1789)
table-row (1138, 1584, 1389, 1598)
table-header (1138, 1031, 1269, 1045)
article-paragraph: Ústřední knihovna, redaktor F. Zákrejs, nákladatel I. L. Kober v Praze, přináší č. 65—67. sešitů Shakespearovo truchlohru „Hamlet“ překladem Jakuba Malého. (597, 79, 1108, 109)
table-cell: Plynárny (1401, 1643, 1454, 1656)
table-row (1138, 1569, 1389, 1584)
article-paragraph: České spisy pro mládež. Číslo 1. Povídky Žofie Podlipské. Sešit 1. 8 původním barvotiskovým obrázkem. V Praze 1883. Nakladatel A. Storch syn, knihkupec. (597, 400, 1108, 429)
article-paragraph: 12 zl. zachráněno. Pokladnička nalezena byla včera na Špilberku, ovšem že byla prázdná. (56, 44, 567, 73)
section-divider (56, 1087, 567, 1088)
table-cell: 9.48 (1360, 1643, 1386, 1656)
table-row (1138, 1774, 1389, 1789)
section-divider (1138, 1411, 1649, 1412)
article-paragraph: Kniha pamětní král. krajského města Plzně od r. 775 až do r. 1870, založená a sestavená od Mart. Hrušky, městského archiváře plzeňského, dospěla k sešitu 17. nakladatelem dne 6. března 1883 sešitem. (597, 263, 1108, 308)
table-cell: 340.70 (1606, 1496, 1647, 1510)
column-rule (1123, 43, 1125, 2156)
table-row (1399, 1774, 1650, 1789)
bursa-footer: Napíšeme s obě (1345, 1792, 1443, 1806)
table-cell: 3.35 (1439, 1075, 1466, 1088)
article-paragraph: Policejní zprávy. Zatknuti byli! 29letý tulák Vala z V. Bytešé a Karel Šťastný pro krádež hodinek a peněz, jež společně probili. — Včera odcizen byl z vozu jedoucího z Dornku na koliště balík přize v ceně 40 zl. (56, 79, 567, 124)
bursa-tables (1138, 1467, 1649, 1789)
table-row (1138, 1642, 1389, 1657)
listarna-heading: Listárna redakce. (1301, 1362, 1487, 1384)
table-row (1138, 1701, 1389, 1716)
table-cell: Dráha Rudolfova (1401, 1555, 1501, 1568)
table-row (1399, 1525, 1650, 1540)
table-cell: Lloyd (1401, 1614, 1434, 1627)
table-cell: —.— (1620, 1716, 1647, 1730)
table-cell: 840.— (1348, 1584, 1386, 1598)
table-cell: 8.— (1493, 1046, 1517, 1059)
article-paragraph: Tam sáž. Stane se jak si přejete. — Do Karl. Varů. Očekáváme bližší zprávy. (1154, 1389, 1615, 1403)
table-cell: 119.10 (1606, 1467, 1647, 1480)
column-middle (597, 43, 1108, 2156)
table-row (1138, 1481, 1389, 1496)
table-cell: Papírový rubl (1401, 1672, 1481, 1686)
table-row (1138, 1657, 1389, 1672)
